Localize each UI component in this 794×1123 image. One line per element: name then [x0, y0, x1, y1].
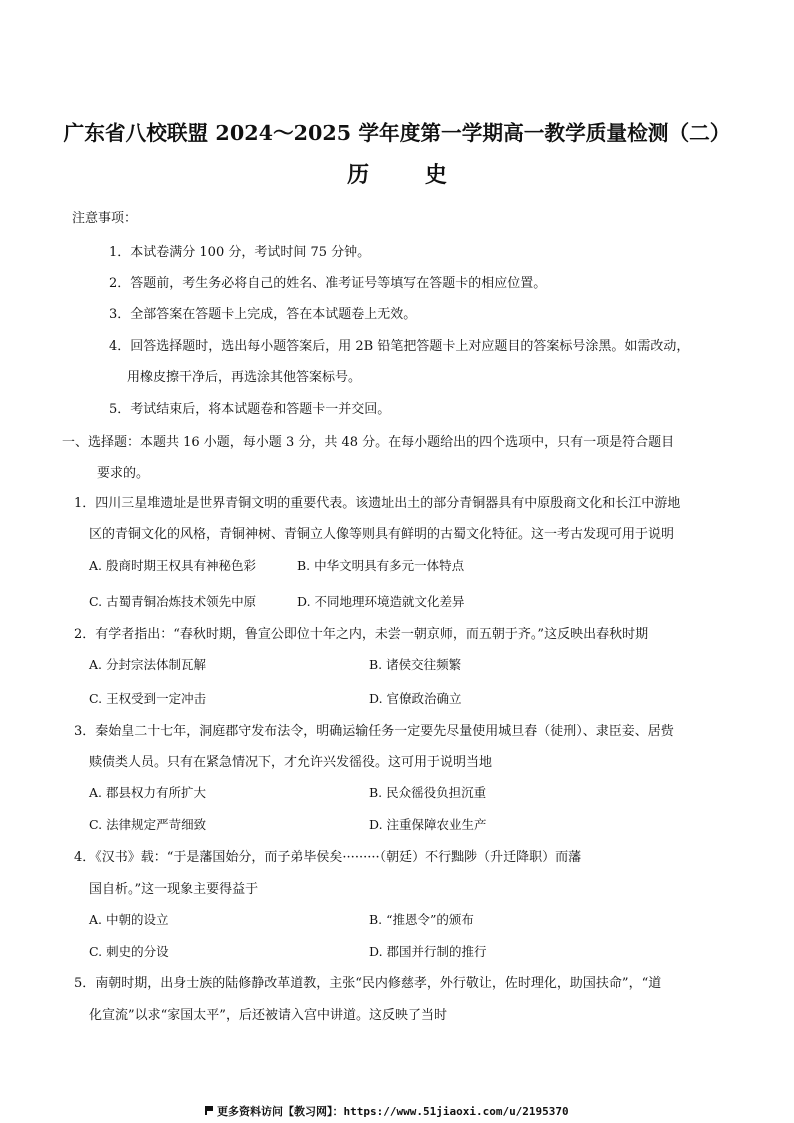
exam-title: 广东省八校联盟 2024～2025 学年度第一学期高一教学质量检测（二） [63, 121, 731, 145]
question-4-option-b: B. “推恩令”的颁布 [369, 912, 474, 927]
question-2-option-c: C. 王权受到一定冲击 [89, 691, 207, 706]
flag-icon [205, 1106, 214, 1115]
notice-item: 2．答题前，考生务必将自己的姓名、准考证号等填写在答题卡的相应位置。 [109, 276, 547, 291]
question-3-option-d: D. 注重保障农业生产 [369, 817, 487, 832]
notice-heading: 注意事项： [72, 211, 138, 226]
footer-link[interactable] [205, 1103, 569, 1119]
question-4-stem: 4．《汉书》载：“于是藩国始分，而子弟毕侯矣·········（朝廷）不行黜陟（升迁降职）而藩 [74, 850, 582, 865]
subject-title: 历 史 [347, 162, 471, 188]
question-2-option-a: A. 分封宗法体制瓦解 [89, 657, 206, 672]
question-4-option-a: A. 中朝的设立 [89, 912, 169, 927]
question-5-stem-cont: 化宣流”以求“家国太平”，后还被请入宫中讲道。这反映了当时 [89, 1008, 447, 1023]
notice-item: 5．考试结束后，将本试题卷和答题卡一并交回。 [109, 402, 391, 417]
footer-text: 更多资料访问【教习网】：https://www.51jiaoxi.com/u/2195370 [217, 1105, 569, 1118]
question-4-option-d: D. 郡国并行制的推行 [369, 944, 487, 959]
section-heading: 一、选择题：本题共 16 小题，每小题 3 分，共 48 分。在每小题给出的四个选项中，只有一项是符合题目 [62, 435, 675, 450]
notice-item: 用橡皮擦干净后，再选涂其他答案标号。 [127, 370, 362, 385]
notice-item: 3．全部答案在答题卡上完成，答在本试题卷上无效。 [109, 307, 417, 322]
question-4-option-c: C. 刺史的分设 [89, 944, 169, 959]
question-2-option-d: D. 官僚政治确立 [369, 691, 462, 706]
question-1-option-c: C. 古蜀青铜冶炼技术领先中原 [89, 594, 257, 609]
question-3-stem-cont: 赎债类人员。只有在紧急情况下，才允许兴发徭役。这可用于说明当地 [89, 755, 493, 770]
question-5-stem: 5．南朝时期，出身士族的陆修静改革道教，主张“民内修慈孝，外行敬让，佐时理化，助国扶命”，“道 [74, 976, 662, 991]
section-heading-cont: 要求的。 [97, 466, 150, 481]
question-1-option-b: B. 中华文明具有多元一体特点 [297, 558, 465, 573]
question-1-stem-cont: 区的青铜文化的风格，青铜神树、青铜立人像等则具有鲜明的古蜀文化特征。这一考古发现可用于说明 [89, 527, 675, 542]
question-3-option-c: C. 法律规定严苛细致 [89, 817, 207, 832]
question-1-option-a: A. 殷商时期王权具有神秘色彩 [89, 558, 256, 573]
notice-item: 4．回答选择题时，选出每小题答案后，用 2B 铅笔把答题卡上对应题目的答案标号涂黑。如需改动， [109, 339, 690, 354]
question-1-stem: 1．四川三星堆遗址是世界青铜文明的重要代表。该遗址出土的部分青铜器具有中原殷商文化和长江中游地 [74, 496, 681, 511]
question-3-option-b: B. 民众徭役负担沉重 [369, 785, 487, 800]
question-4-stem-cont: 国自析。”这一现象主要得益于 [89, 882, 259, 897]
notice-item: 1．本试卷满分 100 分，考试时间 75 分钟。 [109, 245, 371, 260]
question-3-stem: 3．秦始皇二十七年，洞庭郡守发布法令，明确运输任务一定要先尽量使用城旦舂（徒刑）、隶臣妾、居赀 [74, 724, 674, 739]
question-2-option-b: B. 诸侯交往频繁 [369, 657, 462, 672]
question-1-option-d: D. 不同地理环境造就文化差异 [297, 594, 465, 609]
question-3-option-a: A. 郡县权力有所扩大 [89, 785, 206, 800]
question-2-stem: 2．有学者指出：“春秋时期，鲁宣公即位十年之内，未尝一朝京师，而五朝于齐。”这反映出春秋时期 [74, 627, 649, 642]
